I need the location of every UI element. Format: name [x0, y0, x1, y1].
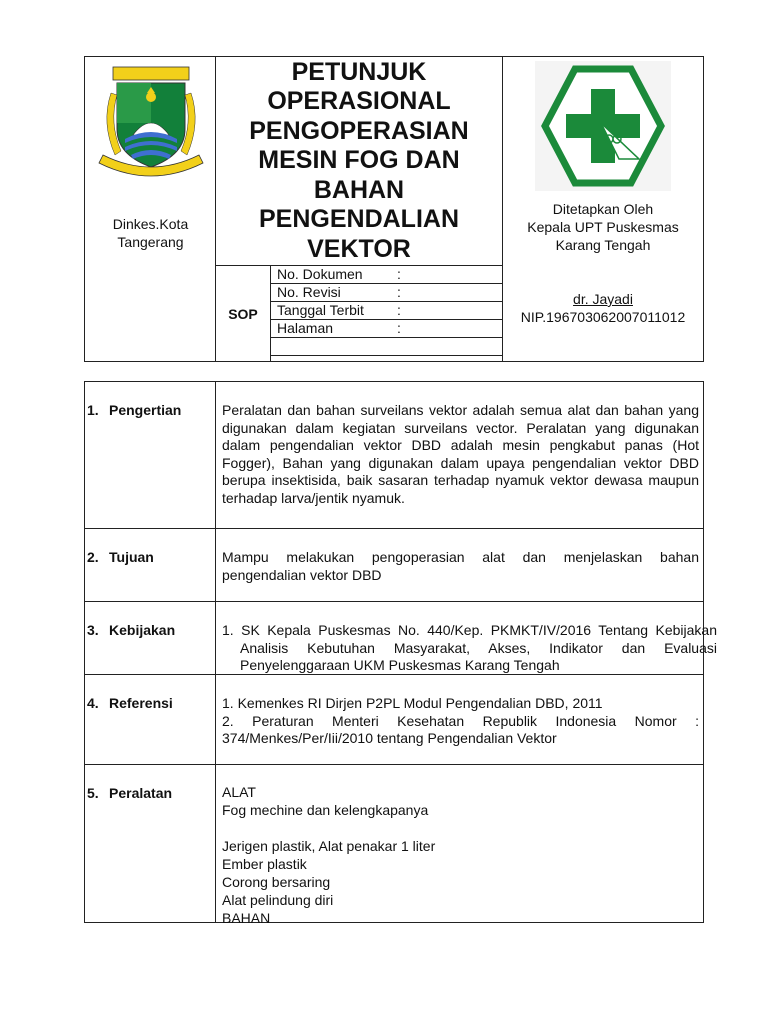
- sop-label: SOP: [216, 266, 271, 361]
- field-halaman: [271, 320, 503, 338]
- section-referensi: [85, 675, 703, 765]
- approval-line-1: Ditetapkan Oleh: [552, 201, 654, 217]
- section-text: 1. SK Kepala Puskesmas No. 440/Kep. PKMKT/IV/2016 Tentang Kebijakan Analisis Kebutuhan Masyarakat, Akses, Indikator dan Evaluasi Penyelenggaraan UKM Puskesmas Karang Tengah: [222, 622, 717, 673]
- content-table: [84, 381, 717, 926]
- section-title: Pengertian: [109, 402, 182, 418]
- agency-line-1: Dinkes.Kota: [112, 216, 189, 232]
- field-colon: :: [397, 266, 401, 282]
- field-tanggal-terbit: [271, 302, 503, 320]
- section-number: 5.: [87, 785, 99, 801]
- section-heading: [85, 602, 216, 674]
- field-colon: :: [397, 302, 401, 318]
- field-label: Halaman: [277, 320, 334, 336]
- section-kebijakan: [85, 602, 717, 675]
- section-title: Peralatan: [109, 785, 173, 801]
- field-empty-row: [271, 338, 503, 356]
- section-heading: [85, 765, 216, 922]
- field-colon: :: [397, 284, 401, 300]
- reference-item-1: 1. Kemenkes RI Dirjen P2PL Modul Pengendalian DBD, 2011: [222, 695, 603, 711]
- header-table: [84, 56, 704, 362]
- field-no-dokumen: [271, 266, 503, 284]
- equipment-line: Corong bersaring: [222, 874, 331, 890]
- section-text: [222, 783, 699, 927]
- section-tujuan: [85, 529, 703, 602]
- section-peralatan: [85, 765, 703, 926]
- section-text: Peralatan dan bahan surveilans vektor adalah semua alat dan bahan yang digunakan dalam kegiatan surveilans vector. Peralatan yang digunakan dalam pengendalian vektor DBD adalah mesin pengkabut panas (Hot Fogger), Bahan yang digunakan dalam upaya pengendalian vektor DBD berupa insektisida, baik sasaran terhadap nyamuk vektor dewasa maupun terhadap larva/jentik nyamuk.: [222, 402, 699, 506]
- section-title: Referensi: [109, 695, 173, 711]
- field-label: No. Dokumen: [277, 266, 363, 282]
- equipment-line: BAHAN: [222, 910, 271, 926]
- section-text: [222, 695, 699, 748]
- document-fields: [271, 266, 503, 361]
- section-heading: [85, 529, 216, 601]
- section-text: Mampu melakukan pengoperasian alat dan menjelaskan bahan pengendalian vektor DBD: [222, 549, 699, 583]
- puskesmas-logo-icon: [535, 61, 671, 191]
- section-title: Tujuan: [109, 549, 154, 565]
- section-number: 2.: [87, 549, 99, 565]
- approval-line-3: Karang Tengah: [555, 237, 651, 253]
- title-cell: [216, 57, 503, 266]
- equipment-line: Alat pelindung diri: [222, 892, 334, 908]
- signer-name: dr. Jayadi: [573, 291, 633, 307]
- approval-line-2: Kepala UPT Puskesmas: [527, 219, 679, 235]
- field-no-revisi: [271, 284, 503, 302]
- reference-item-2: 2. Peraturan Menteri Kesehatan Republik Indonesia Nomor : 374/Menkes/Per/Iii/2010 tentang Pengendalian Vektor: [222, 712, 699, 746]
- field-colon: :: [397, 320, 401, 336]
- equipment-blank-line: [222, 819, 699, 837]
- section-title: Kebijakan: [109, 622, 176, 638]
- section-number: 4.: [87, 695, 99, 711]
- kota-tangerang-seal-icon: [91, 63, 211, 193]
- equipment-line: Jerigen plastik, Alat penakar 1 liter: [222, 838, 436, 854]
- equipment-line: Fog mechine dan kelengkapanya: [222, 802, 429, 818]
- field-label: Tanggal Terbit: [277, 302, 364, 318]
- section-heading: [85, 675, 216, 764]
- agency-name: [85, 215, 216, 251]
- document-title: PETUNJUK OPERASIONAL PENGOPERASIAN MESIN FOG DAN BAHAN PENGENDALIAN VEKTOR: [249, 57, 469, 263]
- section-number: 3.: [87, 622, 99, 638]
- section-number: 1.: [87, 402, 99, 418]
- agency-line-2: Tangerang: [117, 234, 184, 250]
- equipment-line: ALAT: [222, 784, 256, 800]
- field-label: No. Revisi: [277, 284, 341, 300]
- section-pengertian: [85, 382, 703, 529]
- equipment-line: Ember plastik: [222, 856, 307, 872]
- agency-logo-cell: [85, 57, 216, 361]
- approval-cell: [503, 57, 703, 361]
- signer-nip: NIP.196703062007011012: [520, 309, 686, 325]
- section-heading: [85, 382, 216, 528]
